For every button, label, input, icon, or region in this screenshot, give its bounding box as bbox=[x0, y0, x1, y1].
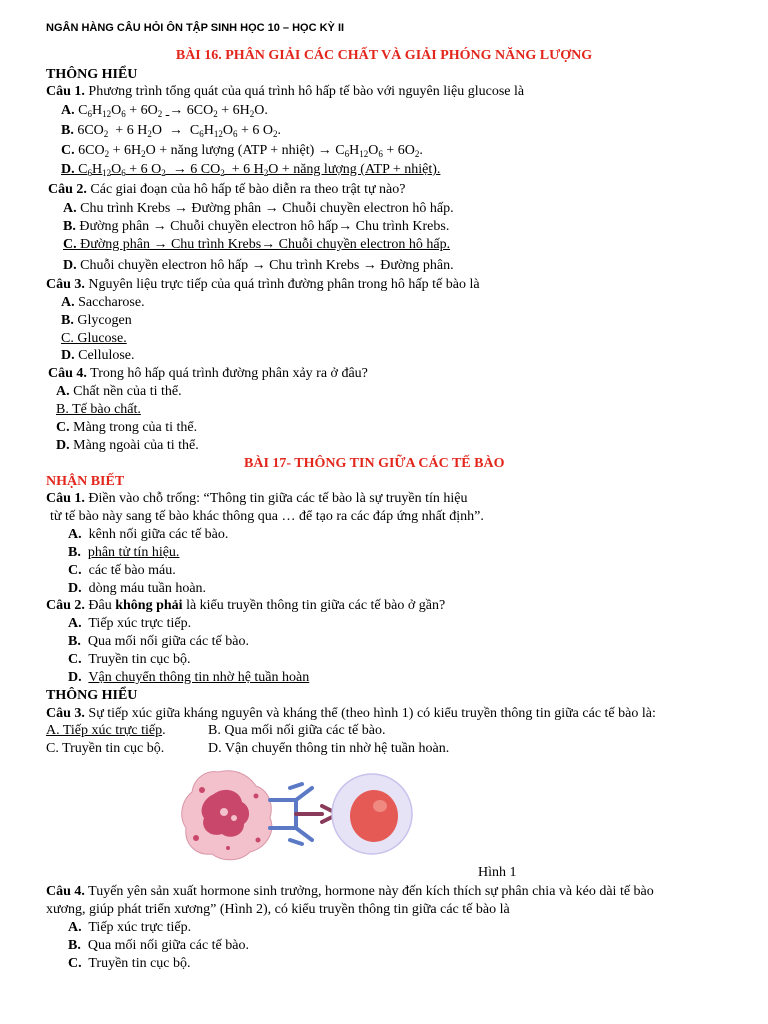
antigen-cell-icon bbox=[182, 771, 272, 860]
option-d bbox=[61, 347, 135, 364]
question-3 bbox=[46, 705, 656, 722]
option-label: C. bbox=[63, 237, 77, 252]
option-a bbox=[56, 383, 182, 400]
option-a bbox=[61, 294, 145, 311]
option-label: C. bbox=[56, 420, 70, 435]
question-3 bbox=[46, 276, 480, 293]
option-b bbox=[63, 218, 449, 235]
question-text: Điền vào chỗ trống: “Thông tin giữa các tế bào là sự truyền tín hiệu bbox=[84, 491, 468, 506]
option-label: C. bbox=[68, 652, 82, 667]
option-label: A. bbox=[56, 384, 70, 399]
option-label: A. bbox=[68, 616, 82, 631]
page-header: NGÂN HÀNG CÂU HỎI ÔN TẬP SINH HỌC 10 – HỌC KỲ II bbox=[46, 22, 345, 34]
option-label: B. bbox=[68, 634, 81, 649]
lesson-16-title: BÀI 16. PHÂN GIẢI CÁC CHẤT VÀ GIẢI PHÓNG NĂNG LƯỢNG bbox=[175, 48, 593, 63]
level-thong-hieu: THÔNG HIỂU bbox=[46, 67, 138, 82]
option-text: Màng ngoài của ti thể. bbox=[69, 438, 199, 453]
option-text: Tiếp xúc trực tiếp. bbox=[88, 616, 192, 631]
option-label: A. bbox=[68, 527, 82, 542]
question-1 bbox=[46, 490, 467, 507]
option-label: B. bbox=[61, 313, 74, 328]
level-thong-hieu: THÔNG HIỂU bbox=[46, 688, 138, 703]
option-b: B. Qua mối nối giữa các tế bào. bbox=[208, 723, 386, 738]
question-label: Câu 3. bbox=[46, 277, 85, 292]
question-text: Các giai đoạn của hô hấp tế bào diễn ra theo trật tự nào? bbox=[86, 182, 406, 197]
option-label: D. bbox=[68, 670, 82, 685]
option-c-correct: C. Glucose. bbox=[61, 331, 127, 346]
option-text: Chu trình Krebs → Đường phân → Chuỗi chuyền electron hô hấp. bbox=[76, 201, 454, 216]
lymphocyte-cell-icon bbox=[332, 774, 412, 854]
option-label: D. bbox=[56, 438, 70, 453]
option-d: D. Vận chuyển thông tin nhờ hệ tuần hoàn. bbox=[208, 741, 450, 756]
option-text: Chất nền của ti thể. bbox=[69, 384, 182, 399]
option-text: Tiếp xúc trực tiếp. bbox=[88, 920, 192, 935]
question-label: Câu 2. bbox=[48, 182, 87, 197]
question-1 bbox=[46, 83, 524, 100]
option-c bbox=[68, 955, 191, 972]
question-label: Câu 1. bbox=[46, 491, 85, 506]
option-label: A. bbox=[61, 295, 75, 310]
option-text: kênh nối giữa các tế bào. bbox=[88, 527, 229, 542]
question-label: Câu 4. bbox=[48, 366, 87, 381]
option-text: dòng máu tuần hoàn. bbox=[88, 581, 207, 596]
option-label: D. bbox=[61, 348, 75, 363]
option-label: B. bbox=[61, 123, 74, 138]
option-b bbox=[68, 633, 249, 650]
question-label: Câu 2. bbox=[46, 598, 85, 613]
option-text: Đường phân → Chuỗi chuyền electron hô hấp→ Chu trình Krebs. bbox=[75, 219, 450, 234]
option-b-correct bbox=[68, 544, 179, 561]
option-c: C. $6CO_2 + 6H_2O$ + năng lượng (ATP + nhiệt) → $C_6H_{12}O_6 + 6O_2$. bbox=[61, 143, 423, 159]
antigen-antibody-figure bbox=[178, 766, 414, 862]
option-text: Qua mối nối giữa các tế bào. bbox=[87, 634, 249, 649]
question-text-continued: từ tế bào này sang tế bào khác thông qua … để tạo ra các đáp ứng nhất định”. bbox=[50, 509, 484, 524]
option-a-correct bbox=[46, 722, 166, 739]
option-text: Truyền tin cục bộ. bbox=[88, 652, 191, 667]
figure-caption: Hình 1 bbox=[478, 865, 517, 880]
question-text: là kiểu truyền thông tin giữa các tế bào ở gần? bbox=[182, 598, 446, 613]
option-label: C. bbox=[68, 956, 82, 971]
option-text: Truyền tin cục bộ. bbox=[88, 956, 191, 971]
option-d bbox=[56, 437, 199, 454]
question-text: Phương trình tổng quát của quá trình hô hấp tế bào với nguyên liệu glucose là bbox=[84, 84, 525, 99]
question-text: Nguyên liệu trực tiếp của quá trình đường phân trong hô hấp tế bào là bbox=[84, 277, 480, 292]
option-a bbox=[68, 615, 191, 632]
option-text: các tế bào máu. bbox=[88, 563, 176, 578]
option-text: Vận chuyển thông tin nhờ hệ tuần hoàn bbox=[88, 670, 310, 685]
question-text-continued: xương, giúp phát triển xương” (Hình 2), có kiểu truyền thông tin giữa các tế bào là bbox=[46, 902, 510, 917]
option-d bbox=[68, 580, 206, 597]
option-text: Glycogen bbox=[73, 313, 132, 328]
option-c bbox=[68, 562, 176, 579]
option-a bbox=[63, 200, 454, 217]
question-label: Câu 3. bbox=[46, 706, 85, 721]
question-2 bbox=[46, 597, 445, 614]
option-text: Màng trong của ti thể. bbox=[69, 420, 198, 435]
question-text: Trong hô hấp quá trình đường phân xảy ra ở đâu? bbox=[86, 366, 368, 381]
option-b-correct: B. Tế bào chất. bbox=[56, 402, 141, 417]
option-punctuation: . bbox=[162, 723, 166, 738]
option-label: C. bbox=[61, 143, 75, 158]
option-c bbox=[56, 419, 197, 436]
option-label: C. bbox=[68, 563, 82, 578]
option-b bbox=[68, 937, 249, 954]
option-c: C. Truyền tin cục bộ. bbox=[46, 741, 165, 756]
option-a: A. $C_6H_{12}O_6 + 6O_2 \to 6CO_2 + 6H_2O$. bbox=[61, 103, 268, 119]
option-text: Saccharose. bbox=[74, 295, 145, 310]
option-text: Qua mối nối giữa các tế bào. bbox=[87, 938, 249, 953]
option-text: Cellulose. bbox=[74, 348, 135, 363]
question-4 bbox=[48, 365, 368, 382]
option-a bbox=[68, 526, 228, 543]
option-label: A. bbox=[63, 201, 77, 216]
option-b bbox=[61, 312, 132, 329]
option-label: B. bbox=[68, 545, 81, 560]
question-label: Câu 4. bbox=[46, 884, 85, 899]
option-text: A. Tiếp xúc trực tiếp bbox=[46, 723, 163, 738]
lesson-17-title: BÀI 17- THÔNG TIN GIỮA CÁC TẾ BÀO bbox=[244, 456, 505, 471]
question-emphasis: không phải bbox=[115, 598, 183, 613]
question-text: Sự tiếp xúc giữa kháng nguyên và kháng thể (theo hình 1) có kiểu truyền thông tin giữa các tế bào là: bbox=[84, 706, 656, 721]
level-nhan-biet: NHẬN BIẾT bbox=[46, 474, 125, 489]
option-label: A. bbox=[68, 920, 82, 935]
question-text: Đâu bbox=[84, 598, 116, 613]
option-b: B. $6CO_2 + 6$ $H_2O \to C_6H_{12}O_6 + 6$ $O_2$. bbox=[61, 123, 282, 139]
question-text: Tuyến yên sản xuất hormone sinh trưởng, hormone này đến kích thích sự phân chia và kéo dài tế bào bbox=[84, 884, 654, 899]
option-text: phân tử tín hiệu. bbox=[87, 545, 180, 560]
question-label: Câu 1. bbox=[46, 84, 85, 99]
question-2 bbox=[48, 181, 405, 198]
option-text: Đường phân → Chu trình Krebs→ Chuỗi chuyền electron hô hấp. bbox=[76, 237, 451, 252]
option-d bbox=[63, 257, 454, 274]
option-label: A. bbox=[61, 103, 75, 118]
option-d-correct bbox=[68, 669, 309, 686]
option-d-correct: D. $C_6H_{12}O_6 + 6$ $O_2 \to 6$ $CO_2 + 6$ $H_2O$ + năng lượng (ATP + nhiệt). bbox=[61, 162, 441, 178]
option-label: D. bbox=[63, 258, 77, 273]
option-label: D. bbox=[61, 162, 75, 177]
option-text: Chuỗi chuyền electron hô hấp → Chu trình Krebs → Đường phân. bbox=[76, 258, 454, 273]
option-c-correct bbox=[63, 236, 450, 253]
option-label: B. bbox=[63, 219, 76, 234]
option-label: B. bbox=[68, 938, 81, 953]
question-4 bbox=[46, 883, 654, 900]
option-a bbox=[68, 919, 191, 936]
option-label: D. bbox=[68, 581, 82, 596]
option-c bbox=[68, 651, 191, 668]
